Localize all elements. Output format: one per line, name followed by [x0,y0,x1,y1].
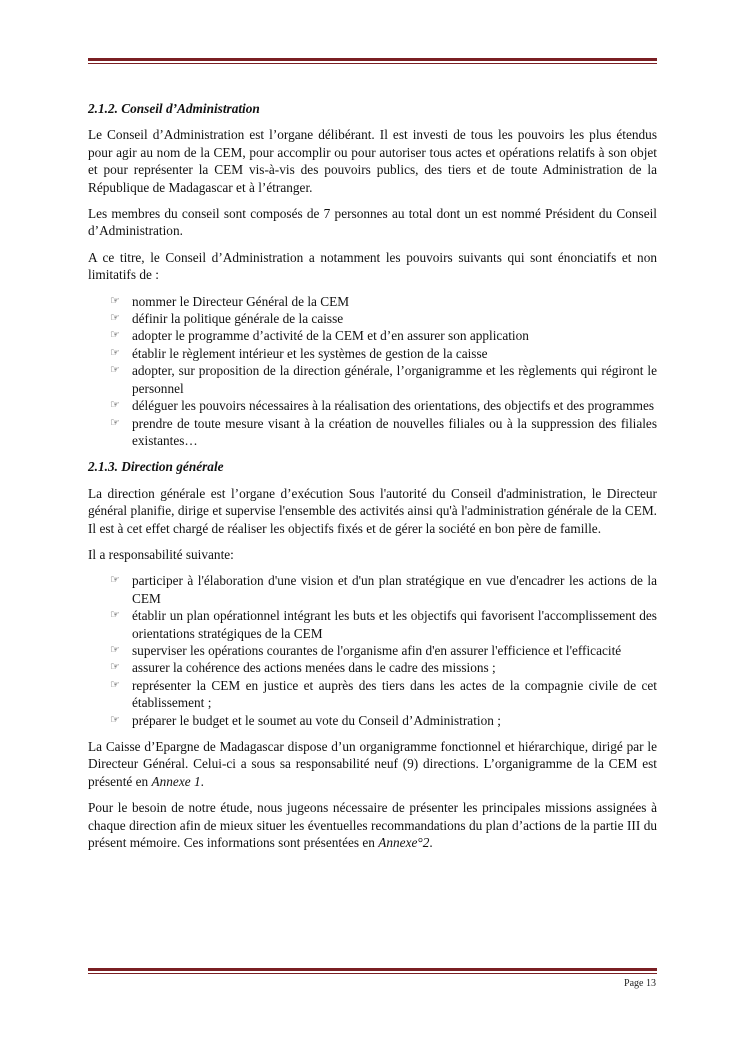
list-item: ☞ établir un plan opérationnel intégrant les buts et les objectifs qui favorisent l'accomplissement des orientations stratégiques de la CEM [110,608,657,641]
pointing-hand-icon: ☞ [110,346,120,359]
list-item: ☞ préparer le budget et le soumet au vote du Conseil d’Administration ; [110,712,501,728]
page-content [88,100,657,860]
page-number: Page 13 [624,978,656,989]
pointing-hand-icon: ☞ [110,574,120,587]
paragraph: Pour le besoin de notre étude, nous jugeons nécessaire de présenter les principales missions assignées à chaque direction afin de mieux situer les éventuelles recommandations du plan d’actions de la partie III du présent mémoire. Ces informations sont présentées en Annexe°2. [88,800,657,851]
pointing-hand-icon: ☞ [110,294,120,307]
paragraph: A ce titre, le Conseil d’Administration a notamment les pouvoirs suivants qui sont énonciatifs et non limitatifs de : [88,249,657,283]
annex-reference: Annexe°2 [378,835,430,851]
paragraph: Le Conseil d’Administration est l’organe délibérant. Il est investi de tous les pouvoirs les plus étendus pour agir au nom de la CEM, pour accomplir ou pour autoriser tous actes et opérations relatifs à son objet et pour représenter la CEM vis-à-vis des pouvoirs publics, des tiers et de toute Administration de la République de Madagascar et à l’étranger. [88,127,657,195]
pointing-hand-icon: ☞ [110,312,120,325]
list-item: ☞ définir la politique générale de la caisse [110,311,344,327]
paragraph: Il a responsabilité suivante: [88,546,234,562]
list-item: ☞ établir le règlement intérieur et les systèmes de gestion de la caisse [110,345,488,361]
pointing-hand-icon: ☞ [110,713,120,726]
list-item: ☞ participer à l'élaboration d'une vision et d'un plan stratégique en vue d'encadrer les actions de la CEM [110,573,657,606]
list-item: ☞ superviser les opérations courantes de l'organisme afin d'en assurer l'efficience et l'efficacité [110,642,622,658]
paragraph: Les membres du conseil sont composés de 7 personnes au total dont un est nommé Président du Conseil d’Administration. [88,206,657,239]
pointing-hand-icon: ☞ [110,609,120,622]
pointing-hand-icon: ☞ [110,329,120,342]
pointing-hand-icon: ☞ [110,399,120,412]
list-item: ☞ nommer le Directeur Général de la CEM [110,293,350,309]
list-item: ☞ prendre de toute mesure visant à la création de nouvelles filiales ou à la suppression des filiales existantes… [110,415,657,448]
paragraph: La direction générale est l’organe d’exécution Sous l'autorité du Conseil d'administration, le Directeur général planifie, dirige et supervise l'ensemble des activités ainsi qu'à l'administration générale de la CEM. Il est à cet effet chargé de réaliser les objectifs fixés et de gérer la société en bon père de famille. [88,485,657,536]
list-item: ☞ adopter le programme d’activité de la CEM et d’en assurer son application [110,328,529,344]
section-title-direction: 2.1.3. Direction générale [88,459,224,475]
bullet-list-conseil [88,293,657,450]
footer-rule [88,968,657,974]
bullet-list-direction [88,572,657,729]
pointing-hand-icon: ☞ [110,416,120,429]
annex-reference: Annexe 1 [151,773,201,789]
list-item: ☞ représenter la CEM en justice et auprès des tiers dans les actes de la compagnie civile de cet établissement ; [110,677,657,711]
pointing-hand-icon: ☞ [110,661,120,674]
paragraph: La Caisse d’Epargne de Madagascar dispose d’un organigramme fonctionnel et hiérarchique, dirigé par le Directeur Général. Celui-ci a sous sa responsabilité neuf (9) directions. L’organigramme de la CEM est présenté en Annexe 1. [88,739,657,789]
header-rule [88,58,657,64]
section-title-conseil: 2.1.2. Conseil d’Administration [88,101,260,116]
list-item: ☞ déléguer les pouvoirs nécessaires à la réalisation des orientations, des objectifs et des programmes [110,398,655,414]
pointing-hand-icon: ☞ [110,643,120,656]
pointing-hand-icon: ☞ [110,364,120,377]
list-item: ☞ assurer la cohérence des actions menées dans le cadre des missions ; [110,660,496,676]
list-item: ☞ adopter, sur proposition de la direction générale, l’organigramme et les règlements qui régiront le personnel [110,363,657,396]
pointing-hand-icon: ☞ [110,678,120,691]
